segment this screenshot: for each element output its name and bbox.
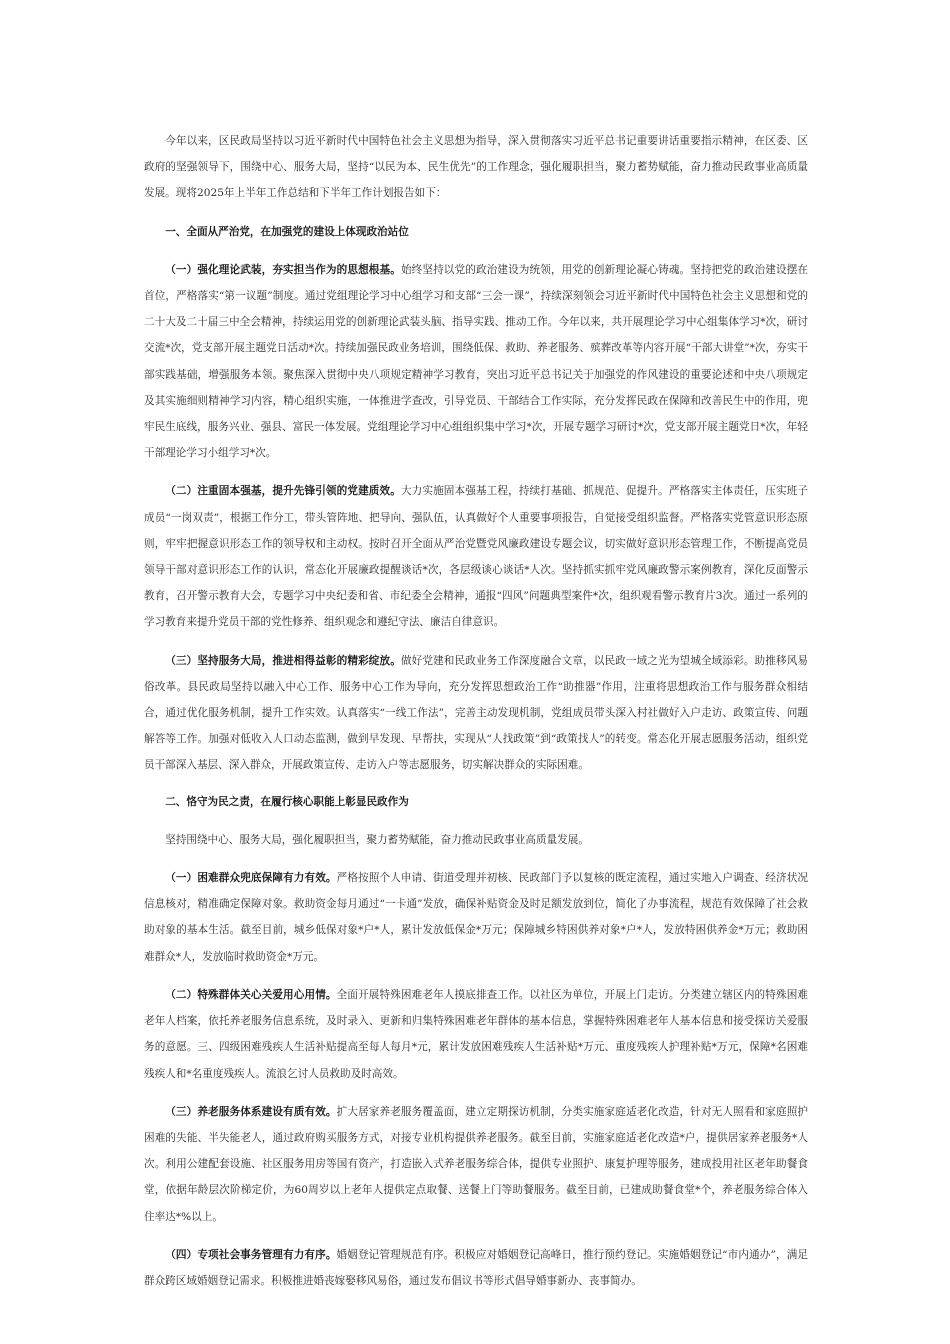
section1-item-1 — [144, 257, 808, 467]
item-text: 全面开展特殊困难老年人摸底排查工作。以社区为单位，开展上门走访。分类建立辖区内的特殊困难老年人档案，依托养老服务信息系统，及时录入、更新和归集特殊困难老年群体的基本信息，掌握特殊困难老年人基本信息和接受探访关爱服务的意愿。三、四级困难残疾人生活补贴提高至每人每月*元，累计发放困难残疾人生活补贴*万元、重度残疾人护理补贴*万元，保障*名困难残疾人和*名重度残疾人。流浪乞讨人员救助及时高效。 — [144, 988, 809, 1080]
item-lead: （二）注重固本强基，提升先锋引领的党建质效。 — [165, 485, 401, 498]
item-lead: （二）特殊群体关心关爱用心用情。 — [165, 988, 337, 1001]
item-text: 婚姻登记管理规范有序。积极应对婚姻登记高峰日，推行预约登记。实施婚姻登记“市内通办”，满足群众跨区域婚姻登记需求。积极推进婚丧嫁娶移风易俗，通过发布倡议书等形式倡导婚事新办、丧事简办。 — [144, 1248, 809, 1287]
item-lead: （一）困难群众兜底保障有力有效。 — [165, 872, 337, 885]
section2-item-1 — [144, 865, 808, 970]
section2-item-3 — [144, 1099, 808, 1230]
item-lead: （三）坚持服务大局，推进相得益彰的精彩绽放。 — [165, 654, 401, 667]
section-heading-2: 二、恪守为民之责，在履行核心职能上彰显民政作为 — [165, 795, 409, 808]
item-text: 大力实施固本强基工程，持续打基础、抓规范、促提升。严格落实主体责任，压实班子成员“一岗双责”，根据工作分工，带头管阵地、把导向、强队伍，认真做好个人重要事项报告，自觉接受组织监督。严格落实党管意识形态原则，牢牢把握意识形态工作的领导权和主动权。按时召开全面从严治党暨党风廉政建设专题会议，切实做好意识形态管理工作，不断提高党员领导干部对意识形态工作的认识，常态化开展廉政提醒谈话*次，各层级谈心谈话*人次。坚持抓实抓牢党风廉政警示案例教育，深化反面警示教育，召开警示教育大会，专题学习中央纪委和省、市纪委全会精神，通报“四风”问题典型案件*次，组织观看警示教育片3次。通过一系列的学习教育来提升党员干部的党性修养、组织观念和遵纪守法、廉洁自律意识。 — [144, 485, 809, 629]
item-lead: （三）养老服务体系建设有质有效。 — [165, 1105, 337, 1118]
section1-item-3 — [144, 648, 808, 779]
item-lead: （一）强化理论武装，夯实担当作为的思想根基。 — [165, 263, 401, 276]
item-text: 扩大居家养老服务覆盖面，建立定期探访机制，分类实施家庭适老化改造，针对无人照看和家庭照护困难的失能、半失能老人，通过政府购买服务方式，对接专业机构提供养老服务。截至目前，实施家庭适老化改造*户，提供居家养老服务*人次。利用公建配套设施、社区服务用房等国有资产，打造嵌入式养老服务综合体，提供专业照护、康复护理等服务，建成投用社区老年助餐食堂，依据年龄层次阶梯定价，为60周岁以上老年人提供定点取餐、送餐上门等助餐服务。截至目前，已建成助餐食堂*个，养老服务综合体入住率达*%以上。 — [144, 1105, 809, 1223]
section1-item-2 — [144, 478, 808, 635]
document-body — [144, 128, 808, 1306]
item-text: 严格按照个人申请、街道受理并初核、民政部门予以复核的既定流程，通过实地入户调查、经济状况信息核对，精准确定保障对象。救助资金每月通过“一卡通”发放，确保补贴资金及时足额发放到位，简化了办事流程，规范有效保障了社会救助对象的基本生活。截至目前，城乡低保对象*户*人，累计发放低保金*万元；保障城乡特困供养对象*户*人，发放特困供养金*万元；救助困难群众*人，发放临时救助资金*万元。 — [144, 872, 809, 963]
intro-paragraph: 今年以来，区民政局坚持以习近平新时代中国特色社会主义思想为指导，深入贯彻落实习近平总书记重要讲话重要指示精神，在区委、区政府的坚强领导下，围绕中心、服务大局，坚持“以民为本、民生优先”的工作理念，强化履职担当，聚力蓄势赋能，奋力推动民政事业高质量发展。现将2025年上半年工作总结和下半年工作计划报告如下： — [144, 135, 808, 200]
section2-item-2 — [144, 982, 808, 1087]
item-text: 做好党建和民政业务工作深度融合文章，以民政一域之光为望城全域添彩。助推移风易俗改革。县民政局坚持以融入中心工作、服务中心工作为导向，充分发挥思想政治工作“助推器”作用，注重将思想政治工作与服务群众相结合，通过优化服务机制，提升工作实效。认真落实“一线工作法”，完善主动发现机制，党组成员带头深入村社做好入户走访、政策宣传、问题解答等工作。加强对低收入人口动态监测，做到早发现、早帮扶，实现从“人找政策”到“政策找人”的转变。常态化开展志愿服务活动，组织党员干部深入基层、深入群众，开展政策宣传、走访入户等志愿服务，切实解决群众的实际困难。 — [144, 654, 809, 772]
section2-intro: 坚持围绕中心、服务大局，强化履职担当，聚力蓄势赋能，奋力推动民政事业高质量发展。 — [165, 833, 589, 846]
item-text: 始终坚持以党的政治建设为统领，用党的创新理论凝心铸魂。坚持把党的政治建设摆在首位，严格落实“第一议题”制度。通过党组理论学习中心组学习和支部“三会一课”，持续深刻领会习近平新时代中国特色社会主义思想和党的二十大及二十届三中全会精神，持续运用党的创新理论武装头脑、指导实践、推动工作。今年以来，共开展理论学习中心组集体学习*次，研讨交流*次，党支部开展主题党日活动*次。持续加强民政业务培训，围绕低保、救助、养老服务、殡葬改革等内容开展“干部大讲堂”*次，夯实干部实践基础，增强服务本领。聚焦深入贯彻中央八项规定精神学习教育，突出习近平总书记关于加强党的作风建设的重要论述和中央八项规定及其实施细则精神学习内容，精心组织实施，一体推进学查改，引导党员、干部结合工作实际，充分发挥民政在保障和改善民生中的作用，兜牢民生底线，服务兴业、强县、富民一体发展。党组理论学习中心组组织集中学习*次，开展专题学习研讨*次，党支部开展主题党日*次，年轻干部理论学习小组学习*次。 — [144, 263, 809, 460]
section2-item-4 — [144, 1242, 808, 1294]
item-lead: （四）专项社会事务管理有力有序。 — [165, 1248, 337, 1261]
section-heading-1: 一、全面从严治党，在加强党的建设上体现政治站位 — [165, 225, 409, 238]
